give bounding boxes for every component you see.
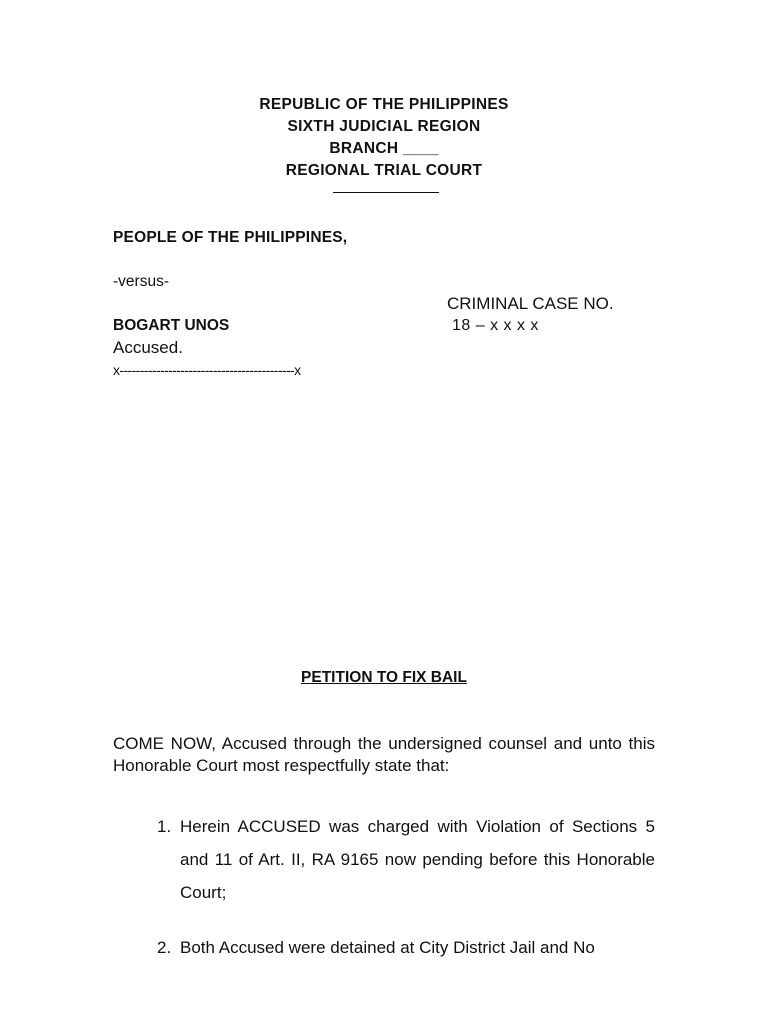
defendant-role: Accused.	[113, 338, 183, 357]
list-item	[113, 931, 655, 964]
list-item-text: Herein ACCUSED was charged with Violation of Sections 5 and 11 of Art. II, RA 9165 now pending before this Honorable Court;	[180, 817, 655, 902]
plaintiff-name: PEOPLE OF THE PHILIPPINES,	[113, 229, 348, 246]
list-item-text: Both Accused were detained at City District Jail and No	[180, 938, 595, 957]
document-title: PETITION TO FIX BAIL	[301, 669, 467, 686]
header-line-region: SIXTH JUDICIAL REGION	[287, 118, 481, 135]
court-header	[0, 94, 768, 193]
header-rule	[333, 192, 439, 193]
header-line-republic: REPUBLIC OF THE PHILIPPINES	[259, 96, 509, 113]
case-number-label: CRIMINAL CASE NO.	[447, 294, 614, 313]
list-item-number: 2.	[157, 938, 172, 957]
header-line-court: REGIONAL TRIAL COURT	[285, 162, 483, 179]
header-line-branch: BRANCH ____	[329, 140, 439, 157]
list-item	[113, 810, 655, 909]
defendant-name: BOGART UNOS	[113, 317, 230, 334]
list-item-number: 1.	[157, 817, 172, 836]
caption-divider: x-------------------------------------------x	[113, 362, 301, 378]
intro-paragraph: COME NOW, Accused through the undersigned counsel and unto this Honorable Court most respectfully state that:	[113, 734, 655, 775]
numbered-list	[113, 810, 655, 964]
case-number-value: 18 – x x x x	[452, 317, 539, 334]
versus-text: -versus-	[113, 273, 169, 290]
